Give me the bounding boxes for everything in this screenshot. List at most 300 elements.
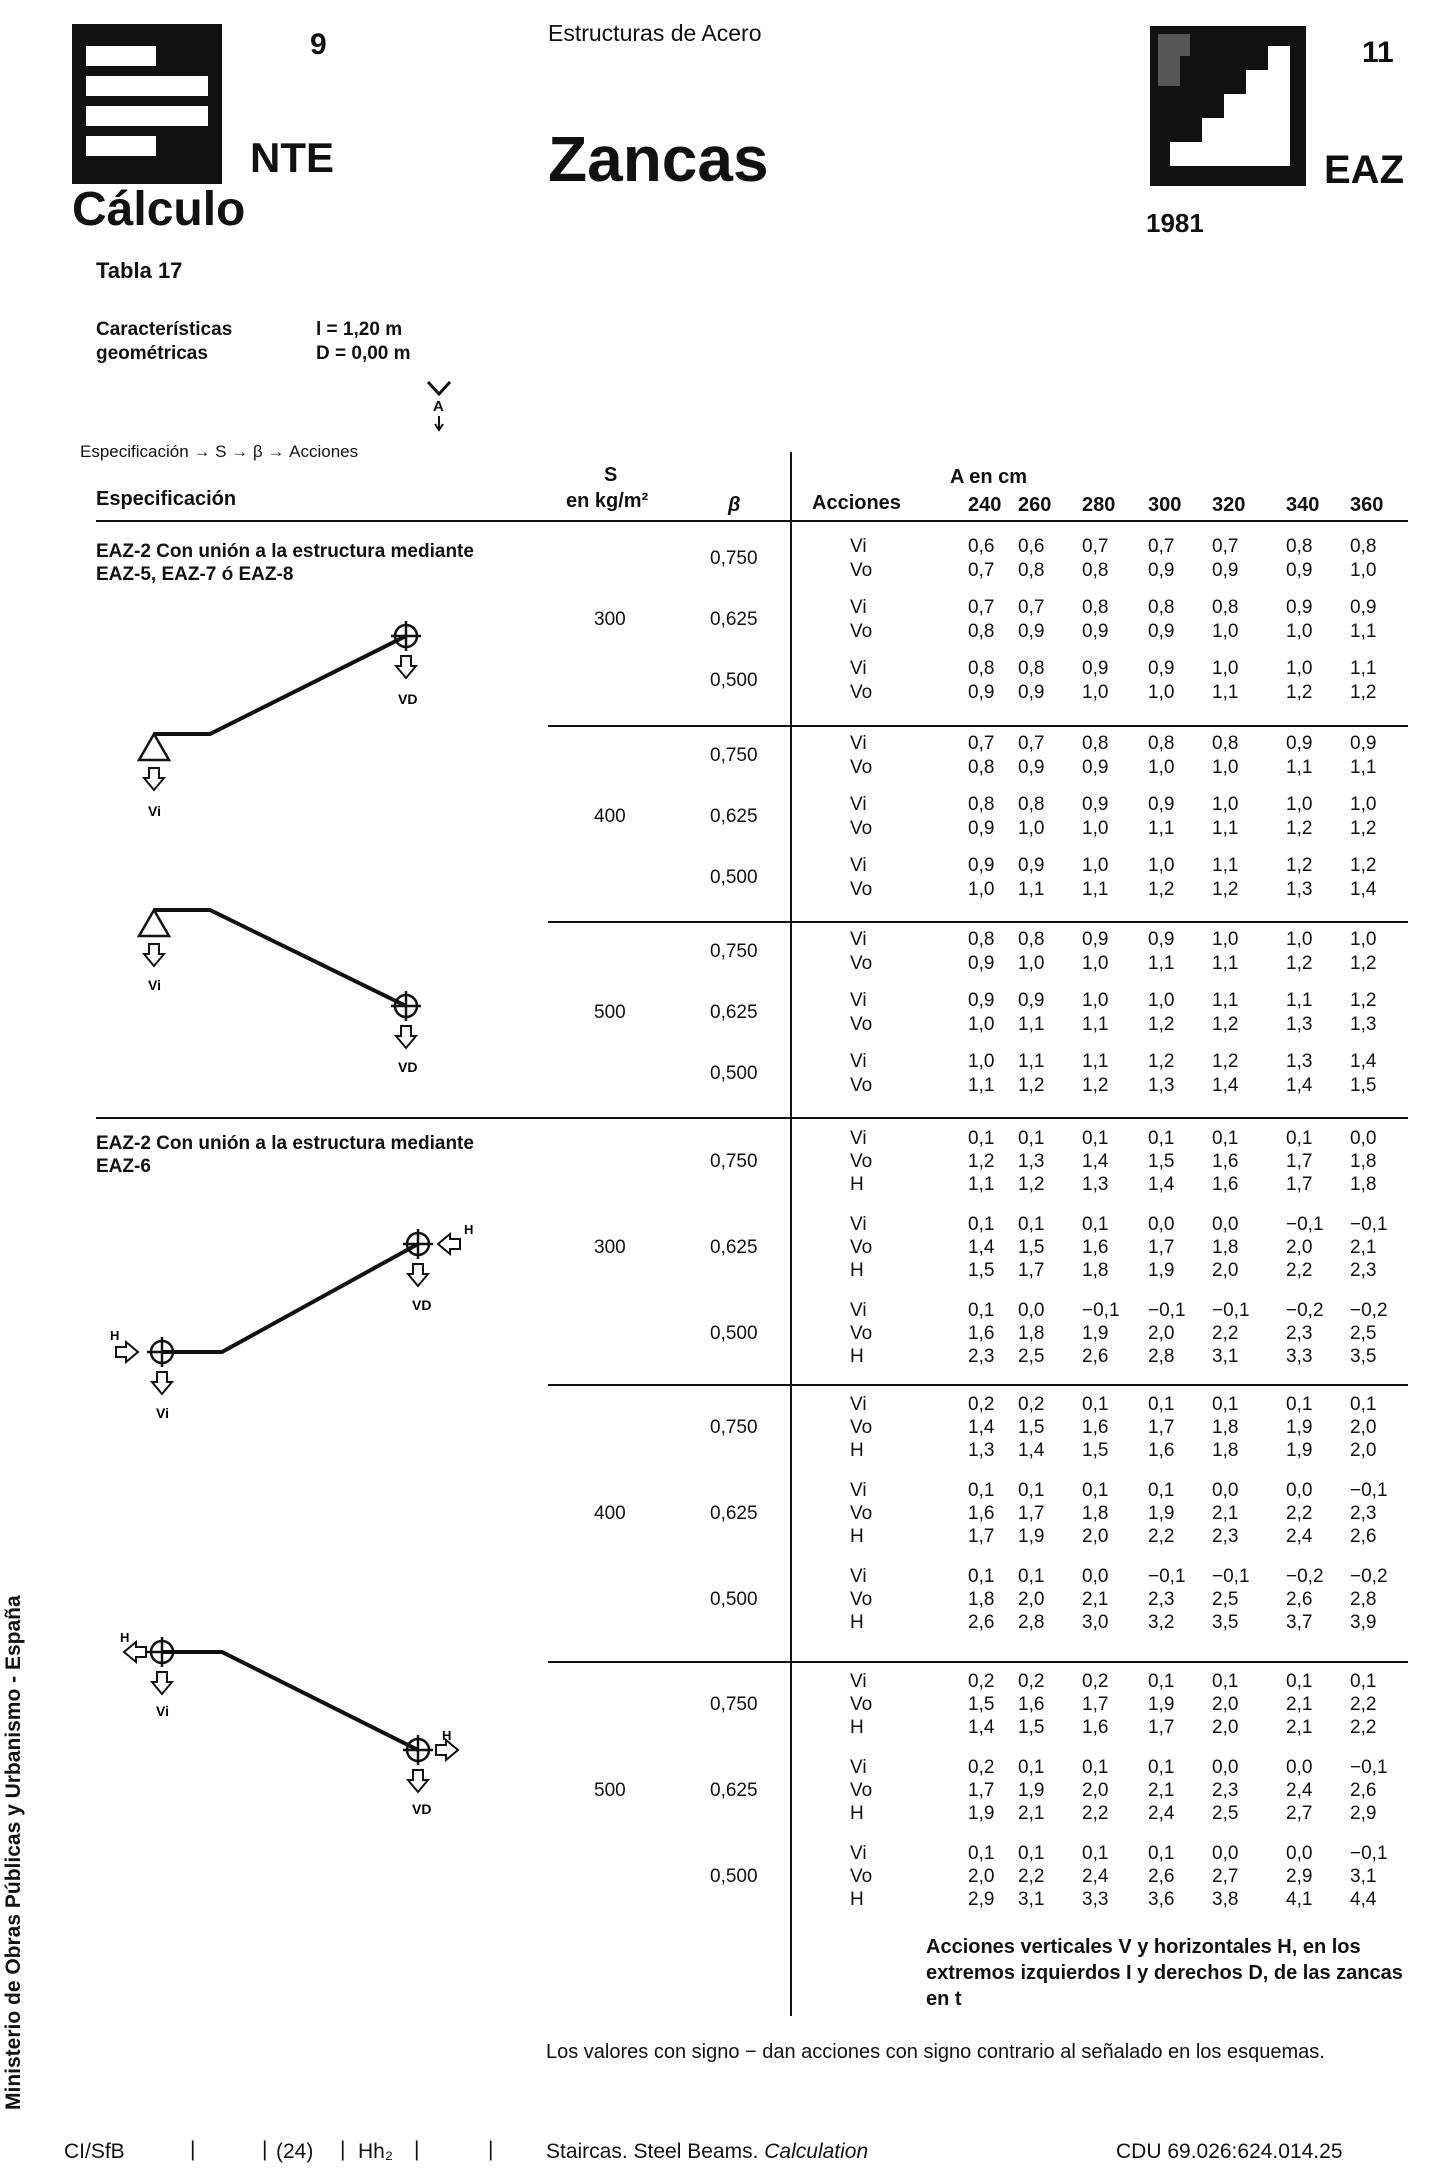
table-cell: 1,4 <box>968 1237 995 1258</box>
table-cell: 4,1 <box>1286 1889 1313 1910</box>
hinge-icon <box>403 1229 433 1259</box>
group-rule <box>548 1661 1408 1663</box>
beam-diagrams <box>90 600 510 1860</box>
action-label: Vo <box>850 1323 873 1344</box>
action-label: Vi <box>850 1671 867 1692</box>
a-label: A <box>433 398 444 415</box>
description-italic: Calculation <box>764 2140 869 2163</box>
table-cell: 1,0 <box>1286 794 1313 815</box>
table-cell: 1,7 <box>968 1780 995 1801</box>
table-cell: 0,9 <box>1082 658 1109 679</box>
table-cell: 1,0 <box>1148 855 1175 876</box>
table-cell: 1,8 <box>968 1589 995 1610</box>
table-cell: 0,1 <box>968 1300 995 1321</box>
table-cell: 0,8 <box>1212 733 1239 754</box>
table-cell: 2,1 <box>1018 1803 1045 1824</box>
table-cell: 1,2 <box>1350 855 1377 876</box>
table-cell: 2,3 <box>1148 1589 1175 1610</box>
table-cell: −0,1 <box>1082 1300 1120 1321</box>
table-cell: 1,3 <box>968 1440 995 1461</box>
table-cell: 1,3 <box>1148 1075 1175 1096</box>
table-cell: 0,1 <box>1148 1757 1175 1778</box>
action-label: Vi <box>850 597 867 618</box>
table-cell: 0,8 <box>1018 794 1045 815</box>
table-cell: 2,3 <box>1212 1526 1239 1547</box>
table-cell: 0,7 <box>1018 597 1045 618</box>
table-cell: −0,1 <box>1148 1566 1186 1587</box>
hinge-icon <box>147 1637 177 1667</box>
table-cell: 1,2 <box>1148 1051 1175 1072</box>
table-cell: 2,2 <box>1350 1717 1377 1738</box>
table-cell: 2,2 <box>1018 1866 1045 1887</box>
table-cell: 1,0 <box>1018 818 1045 839</box>
action-label: Vo <box>850 757 873 778</box>
hinge-icon <box>403 1735 433 1765</box>
table-cell: −0,2 <box>1286 1300 1324 1321</box>
table-cell: 1,7 <box>1148 1717 1175 1738</box>
table-cell: 1,1 <box>1082 1051 1109 1072</box>
action-label: H <box>850 1174 864 1195</box>
table-cell: 2,0 <box>1212 1260 1239 1281</box>
table-cell: 2,2 <box>1350 1694 1377 1715</box>
force-down-icon <box>396 1026 416 1048</box>
action-label: Vo <box>850 879 873 900</box>
table-cell: 0,1 <box>1018 1480 1045 1501</box>
table-cell: 0,1 <box>968 1566 995 1587</box>
force-left-icon <box>438 1234 460 1254</box>
page-title: Zancas <box>548 123 769 195</box>
table-cell: 1,8 <box>1212 1417 1239 1438</box>
table-cell: 2,5 <box>1018 1346 1045 1367</box>
vi-label: Vi <box>148 977 161 993</box>
table-cell: 1,2 <box>1286 682 1313 703</box>
table-cell: 1,8 <box>1212 1237 1239 1258</box>
table-cell: 1,1 <box>1212 990 1239 1011</box>
table-cell: 1,8 <box>1082 1260 1109 1281</box>
geometry-values <box>316 318 411 366</box>
action-label: Vi <box>850 1757 867 1778</box>
col-actions: Acciones <box>812 492 901 514</box>
table-cell: 2,1 <box>1148 1780 1175 1801</box>
table-cell: 2,0 <box>1286 1237 1313 1258</box>
force-left-icon <box>124 1642 146 1662</box>
table-cell: 1,3 <box>1082 1174 1109 1195</box>
table-cell: 1,2 <box>1286 953 1313 974</box>
bar-sep: | <box>190 2138 196 2161</box>
action-label: Vi <box>850 929 867 950</box>
h-label: H <box>442 1728 452 1743</box>
beam-line <box>162 1652 418 1750</box>
table-beta-value: 0,750 <box>710 1150 758 1172</box>
table-cell: 0,9 <box>1148 929 1175 950</box>
bar-sep: | <box>262 2138 268 2161</box>
col-s: S <box>604 464 618 486</box>
flow-line: Especificación → S → β → Acciones <box>80 442 359 461</box>
table-cell: 1,6 <box>1082 1717 1109 1738</box>
table-cell: 2,5 <box>1212 1589 1239 1610</box>
table-cell: 2,7 <box>1212 1866 1239 1887</box>
table-cell: 1,0 <box>1018 953 1045 974</box>
force-down-icon <box>144 768 164 790</box>
a-value-0: 240 <box>968 494 1002 516</box>
table-cell: 1,4 <box>1018 1440 1045 1461</box>
table-cell: 2,4 <box>1148 1803 1175 1824</box>
table-cell: 0,8 <box>1018 560 1045 581</box>
action-label: Vo <box>850 1780 873 1801</box>
table-cell: 2,8 <box>1148 1346 1175 1367</box>
action-label: H <box>850 1889 864 1910</box>
table-cell: 0,1 <box>1082 1480 1109 1501</box>
table-beta-value: 0,500 <box>710 1865 758 1887</box>
table-cell: 1,6 <box>968 1503 995 1524</box>
table-cell: 2,3 <box>1212 1780 1239 1801</box>
action-label: Vo <box>850 1866 873 1887</box>
table-cell: 2,1 <box>1286 1694 1313 1715</box>
table-cell: 2,3 <box>968 1346 995 1367</box>
table-cell: 1,1 <box>1350 658 1377 679</box>
table-cell: −0,1 <box>1212 1300 1250 1321</box>
table-cell: 0,9 <box>968 818 995 839</box>
table-cell: 0,2 <box>968 1394 995 1415</box>
table-cell: 0,1 <box>1018 1843 1045 1864</box>
table-cell: 1,0 <box>1212 658 1239 679</box>
table-cell: 1,1 <box>1018 879 1045 900</box>
table-cell: 1,1 <box>1148 818 1175 839</box>
table-cell: 1,1 <box>1082 879 1109 900</box>
action-label: Vo <box>850 1151 873 1172</box>
table-cell: −0,1 <box>1148 1300 1186 1321</box>
table-beta-value: 0,500 <box>710 1588 758 1610</box>
table-cell: 1,9 <box>1286 1440 1313 1461</box>
table-cell: 1,1 <box>968 1174 995 1195</box>
table-cell: 0,0 <box>1286 1843 1313 1864</box>
table-cell: 0,9 <box>1148 658 1175 679</box>
action-label: Vi <box>850 990 867 1011</box>
table-beta-value: 0,625 <box>710 1502 758 1524</box>
table-cell: 0,9 <box>1350 597 1377 618</box>
table-cell: 2,3 <box>1350 1503 1377 1524</box>
table-cell: 1,6 <box>968 1323 995 1344</box>
table-cell: 1,2 <box>1350 953 1377 974</box>
table-cell: 0,1 <box>1350 1671 1377 1692</box>
table-s-value: 400 <box>594 806 626 827</box>
action-label: Vi <box>850 1566 867 1587</box>
table-cell: 1,0 <box>1350 560 1377 581</box>
table-cell: 2,1 <box>1286 1717 1313 1738</box>
table-cell: 3,3 <box>1286 1346 1313 1367</box>
table-cell: 0,8 <box>968 794 995 815</box>
table-s-value: 500 <box>594 1002 626 1023</box>
table-cell: 1,3 <box>1286 1051 1313 1072</box>
table-cell: 2,0 <box>1148 1323 1175 1344</box>
table-cell: 0,2 <box>1018 1671 1045 1692</box>
force-down-icon <box>144 944 164 966</box>
table-cell: 0,9 <box>1018 682 1045 703</box>
table-cell: 1,0 <box>1286 929 1313 950</box>
table-cell: 0,1 <box>1286 1671 1313 1692</box>
table-cell: 0,6 <box>968 536 995 557</box>
table-cell: 1,6 <box>1212 1174 1239 1195</box>
table-cell: 1,7 <box>968 1526 995 1547</box>
table-cell: 1,2 <box>1148 1014 1175 1035</box>
table-cell: 1,9 <box>1286 1417 1313 1438</box>
table-cell: 0,8 <box>1018 929 1045 950</box>
table-beta-value: 0,625 <box>710 609 758 630</box>
table-cell: 1,0 <box>1286 621 1313 642</box>
table-cell: 3,9 <box>1350 1612 1377 1633</box>
table-cell: 1,4 <box>1350 1051 1377 1072</box>
vd-label: VD <box>412 1297 432 1313</box>
table-cell: 2,2 <box>1212 1323 1239 1344</box>
bar-sep: | <box>488 2138 494 2161</box>
table-cell: 0,9 <box>1286 560 1313 581</box>
table-cell: 1,0 <box>1148 682 1175 703</box>
table-cell: 0,9 <box>968 990 995 1011</box>
table-cell: 0,0 <box>1212 1214 1239 1235</box>
table-cell: 1,0 <box>1350 929 1377 950</box>
table-cell: 0,9 <box>1082 794 1109 815</box>
table-cell: 2,2 <box>1082 1803 1109 1824</box>
action-label: Vo <box>850 1503 873 1524</box>
cdu-code: CDU 69.026:624.014.25 <box>1116 2140 1343 2163</box>
a-value-3: 300 <box>1148 494 1182 516</box>
table-beta-value: 0,500 <box>710 1063 758 1084</box>
action-label: Vi <box>850 1300 867 1321</box>
roller-support-icon <box>391 991 421 1021</box>
table-cell: 1,3 <box>1018 1151 1045 1172</box>
action-label: H <box>850 1803 864 1824</box>
page-number-left: 9 <box>310 28 327 61</box>
table-cell: 0,8 <box>1350 536 1377 557</box>
table-cell: 0,1 <box>1148 1671 1175 1692</box>
force-right-icon <box>436 1740 458 1760</box>
table-cell: 2,5 <box>1212 1803 1239 1824</box>
table-cell: 0,7 <box>1082 536 1109 557</box>
group-rule <box>548 921 1408 923</box>
table-beta-value: 0,500 <box>710 1322 758 1344</box>
table-cell: 0,8 <box>1148 733 1175 754</box>
table-cell: 1,8 <box>1212 1440 1239 1461</box>
table-s-value: 300 <box>594 609 626 630</box>
h-label: H <box>464 1222 474 1237</box>
table-cell: 1,1 <box>1350 621 1377 642</box>
table-cell: 1,1 <box>1212 953 1239 974</box>
action-label: Vo <box>850 682 873 703</box>
table-cell: 2,7 <box>1286 1803 1313 1824</box>
action-label: H <box>850 1440 864 1461</box>
table-cell: 2,6 <box>1082 1346 1109 1367</box>
table-cell: 0,1 <box>1018 1566 1045 1587</box>
table-cell: −0,1 <box>1350 1843 1388 1864</box>
table-cell: 1,6 <box>1018 1694 1045 1715</box>
table-cell: 0,9 <box>1018 621 1045 642</box>
action-label: Vi <box>850 1480 867 1501</box>
table-cell: 3,1 <box>1350 1866 1377 1887</box>
force-down-icon <box>396 656 416 678</box>
table-cell: 2,2 <box>1286 1503 1313 1524</box>
table-cell: 1,0 <box>968 1014 995 1035</box>
table-cell: 1,5 <box>1018 1237 1045 1258</box>
table-cell: 1,2 <box>1148 879 1175 900</box>
table-beta-value: 0,625 <box>710 1779 758 1801</box>
table-cell: 1,2 <box>1212 879 1239 900</box>
table-cell: 0,9 <box>968 682 995 703</box>
table-cell: 0,0 <box>1212 1843 1239 1864</box>
table-cell: 0,1 <box>968 1128 995 1149</box>
table-beta-value: 0,625 <box>710 1236 758 1258</box>
table-cell: 0,8 <box>968 621 995 642</box>
table-cell: 1,5 <box>1018 1417 1045 1438</box>
action-label: H <box>850 1612 864 1633</box>
table-cell: 2,4 <box>1286 1526 1313 1547</box>
table-cell: 0,1 <box>1148 1394 1175 1415</box>
table-cell: 1,1 <box>1212 855 1239 876</box>
a-value-2: 280 <box>1082 494 1116 516</box>
beam-line <box>162 1244 418 1352</box>
spec-2: EAZ-2 Con unión a la estructura mediante EAZ-6 <box>96 1133 474 1177</box>
table-cell: 0,9 <box>1018 990 1045 1011</box>
table-cell: 1,5 <box>968 1260 995 1281</box>
table-cell: 1,2 <box>1082 1075 1109 1096</box>
cisfb-code: (24) <box>276 2140 314 2163</box>
table-cell: 0,1 <box>1018 1214 1045 1235</box>
table-cell: 1,0 <box>968 879 995 900</box>
table-cell: 2,6 <box>1350 1526 1377 1547</box>
table-beta-value: 0,750 <box>710 745 758 766</box>
table-cell: 1,3 <box>1286 879 1313 900</box>
table-cell: 1,8 <box>1018 1323 1045 1344</box>
table-cell: 1,2 <box>1286 818 1313 839</box>
table-cell: 0,1 <box>968 1480 995 1501</box>
table-cell: 0,9 <box>968 855 995 876</box>
table-cell: 2,8 <box>1018 1612 1045 1633</box>
table-cell: −0,2 <box>1350 1300 1388 1321</box>
a-value-5: 340 <box>1286 494 1320 516</box>
table-cell: 0,9 <box>1148 621 1175 642</box>
vd-label: VD <box>412 1801 432 1817</box>
a-value-4: 320 <box>1212 494 1246 516</box>
action-label: Vo <box>850 818 873 839</box>
bar-sep: | <box>340 2138 346 2161</box>
table-cell: 2,1 <box>1212 1503 1239 1524</box>
table-cell: 0,1 <box>1148 1843 1175 1864</box>
table-cell: 2,9 <box>1286 1866 1313 1887</box>
table-s-value: 400 <box>594 1502 626 1524</box>
cisfb-hh: Hh₂ <box>358 2140 393 2163</box>
table-cell: 1,2 <box>1018 1075 1045 1096</box>
group-rule <box>548 725 1408 727</box>
action-label: Vo <box>850 1014 873 1035</box>
col-a-header: A en cm <box>950 466 1028 488</box>
table-cell: 1,1 <box>1212 818 1239 839</box>
table-cell: 1,7 <box>1018 1260 1045 1281</box>
vi-label: Vi <box>156 1703 169 1719</box>
table-cell: 1,2 <box>1350 990 1377 1011</box>
table-cell: 2,6 <box>968 1612 995 1633</box>
beam-line <box>154 636 406 734</box>
action-label: Vo <box>850 1417 873 1438</box>
english-description <box>546 2140 868 2164</box>
table-cell: 2,0 <box>1350 1417 1377 1438</box>
table-cell: 1,0 <box>1082 682 1109 703</box>
table-cell: 0,8 <box>1286 536 1313 557</box>
table-cell: 1,6 <box>1082 1417 1109 1438</box>
table-cell: 1,0 <box>1148 757 1175 778</box>
table-cell: 1,0 <box>1212 929 1239 950</box>
nte-label: NTE <box>250 134 334 181</box>
table-cell: 2,0 <box>1018 1589 1045 1610</box>
table-cell: 0,9 <box>1082 757 1109 778</box>
table-cell: 1,0 <box>1082 953 1109 974</box>
table-cell: 0,8 <box>968 658 995 679</box>
table-note: Acciones verticales V y horizontales H, en los extremos izquierdos I y derechos D, de las zancas en t <box>926 1936 1403 2010</box>
force-right-icon <box>116 1342 138 1362</box>
table-cell: 0,9 <box>1082 621 1109 642</box>
header-rule <box>96 520 1408 522</box>
vi-label: Vi <box>156 1405 169 1421</box>
force-down-icon <box>152 1672 172 1694</box>
vd-label: VD <box>398 1059 418 1075</box>
table-cell: 2,6 <box>1350 1780 1377 1801</box>
table-cell: 1,0 <box>1082 818 1109 839</box>
table-cell: 1,9 <box>1148 1694 1175 1715</box>
table-cell: 1,1 <box>968 1075 995 1096</box>
force-down-icon <box>152 1372 172 1394</box>
table-cell: 1,9 <box>1018 1780 1045 1801</box>
action-label: Vo <box>850 621 873 642</box>
vd-label: VD <box>398 691 418 707</box>
table-cell: 1,9 <box>1082 1323 1109 1344</box>
table-cell: 1,4 <box>1148 1174 1175 1195</box>
table-cell: 1,2 <box>968 1151 995 1172</box>
section-title: Cálculo <box>72 183 246 236</box>
table-cell: 0,9 <box>1018 855 1045 876</box>
table-cell: 1,6 <box>1082 1237 1109 1258</box>
table-cell: 1,9 <box>1018 1526 1045 1547</box>
force-down-icon <box>408 1770 428 1792</box>
table-cell: 1,8 <box>1350 1151 1377 1172</box>
table-cell: 0,1 <box>968 1843 995 1864</box>
page-number-right: 11 <box>1362 36 1394 69</box>
action-label: Vi <box>850 855 867 876</box>
table-cell: 4,4 <box>1350 1889 1377 1910</box>
table-cell: −0,1 <box>1350 1757 1388 1778</box>
table-cell: 0,1 <box>1082 1757 1109 1778</box>
action-label: Vo <box>850 953 873 974</box>
table-cell: 1,3 <box>1350 1014 1377 1035</box>
table-cell: 0,7 <box>968 733 995 754</box>
table-cell: −0,2 <box>1286 1566 1324 1587</box>
table-cell: 1,2 <box>1018 1174 1045 1195</box>
table-cell: 0,0 <box>1286 1757 1313 1778</box>
table-cell: 1,8 <box>1350 1174 1377 1195</box>
table-cell: −0,1 <box>1286 1214 1324 1235</box>
footnote: Los valores con signo − dan acciones con signo contrario al señalado en los esquemas. <box>546 2041 1325 2063</box>
ministry-side-text: Ministerio de Obras Públicas y Urbanismo - España <box>2 1595 25 2110</box>
table-cell: 1,5 <box>1148 1151 1175 1172</box>
table-cell: 1,3 <box>1286 1014 1313 1035</box>
table-cell: 1,6 <box>1148 1440 1175 1461</box>
table-cell: 0,1 <box>1018 1757 1045 1778</box>
table-cell: −0,1 <box>1212 1566 1250 1587</box>
table-cell: 1,0 <box>1148 990 1175 1011</box>
table-cell: 0,2 <box>1082 1671 1109 1692</box>
table-cell: 0,0 <box>1082 1566 1109 1587</box>
cisfb-label: CI/SfB <box>64 2140 125 2163</box>
table-cell: 0,8 <box>1148 597 1175 618</box>
table-s-value: 300 <box>594 1236 626 1258</box>
a-value-1: 260 <box>1018 494 1052 516</box>
